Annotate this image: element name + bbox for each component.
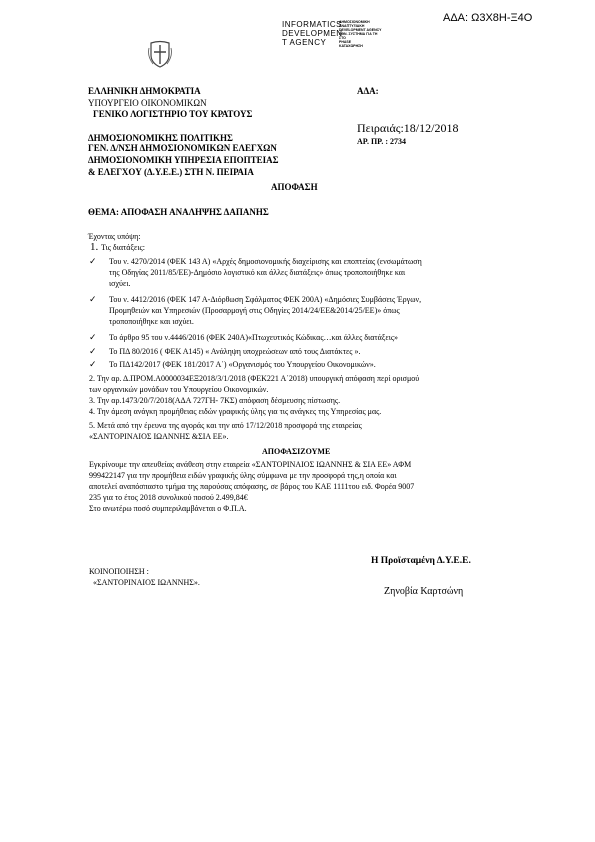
agency-small-line: ΚΑΤΑΧΩΡΗΣΗ xyxy=(339,44,363,48)
agency-logo-line2: DEVELOPMEN xyxy=(282,29,343,38)
list-item xyxy=(89,359,519,370)
list-item-text: Του ν. 4412/2016 (ΦΕΚ 147 Α-Διόρθωση Σφάλματος ΦΕΚ 200Α) «Δημόσιες Συμβάσεις Έργων, xyxy=(109,295,422,304)
subject-line: ΘΕΜΑ: ΑΠΟΦΑΣΗ ΑΝΑΛΗΨΗΣ ΔΑΠΑΝΗΣ xyxy=(88,207,269,217)
list-item-text: «ΣΑΝΤΟΡΙΝΑΙΟΣ ΙΩΑΝΝΗΣ &ΣΙΑ ΕΕ». xyxy=(89,432,229,441)
date-place: Πειραιάς:18/12/2018 xyxy=(357,121,459,135)
list-item-text: Το ΠΔ142/2017 (ΦΕΚ 181/2017 Α΄) «Οργανισμός του Υπουργείου Οικονομικών». xyxy=(109,360,376,369)
agency-small-line: ΕΘΝ. ΣΥΣΤΗΜΑ ΓΙΑ ΤΗ xyxy=(339,32,378,36)
list-item-text: της Οδηγίας 2011/85/ΕΕ)-Δημόσιο λογιστικό και άλλες διατάξεις» όπως τροποποιήθηκε και xyxy=(109,268,406,277)
dept-line: ΔΗΜΟΣΙΟΝΟΜΙΚΗΣ ΠΟΛΙΤΙΚΗΣ xyxy=(88,133,233,143)
checkmark-icon: ✓ xyxy=(89,294,97,304)
greek-emblem-icon xyxy=(147,40,173,68)
decision-line: αποτελεί αναπόσπαστο τμήμα της παρούσας απόφασης, σε βάρος του ΚΑΕ 1111του ειδ. Φορέα 9007 xyxy=(89,482,415,491)
checkmark-icon: ✓ xyxy=(89,359,97,369)
dept-line: ΔΗΜΟΣΙΟΝΟΜΙΚΗ ΥΠΗΡΕΣΙΑ ΕΠΟΠΤΕΙΑΣ xyxy=(88,155,279,165)
header-republic: ΕΛΛΗΝΙΚΗ ΔΗΜΟΚΡΑΤΙΑ xyxy=(88,86,201,96)
checkmark-icon: ✓ xyxy=(89,346,97,356)
agency-logo-line3: T AGENCY xyxy=(282,38,327,47)
agency-small-line: ΣΤΟ xyxy=(339,36,346,40)
list-item-text: 5. Μετά από την έρευνα της αγοράς και την από 17/12/2018 προσφορά της εταιρείας xyxy=(89,421,362,430)
list-item xyxy=(89,332,519,343)
decision-line: 999422147 για την προμήθεια ειδών γραφικής ύλης σύμφωνα με την προσφορά της,η οποία και xyxy=(89,471,397,480)
decision-line: Στο ανωτέρω ποσό συμπεριλαμβάνεται ο Φ.Π.Α. xyxy=(89,504,247,513)
list-item-text: 2. Την αρ. Δ.ΠΡΟΜ.Α0000034ΕΞ2018/3/1/2018 (ΦΕΚ221 Α΄2018) υπουργική απόφαση περί ορισμού xyxy=(89,374,420,383)
list-item-text: Του ν. 4270/2014 (ΦΕΚ 143 Α) «Αρχές δημοσιονομικής διαχείρισης και εποπτείας (ενσωμάτωση xyxy=(109,257,422,266)
protocol-number: ΑΡ. ΠΡ. : 2734 xyxy=(357,137,406,146)
decision-paragraph xyxy=(89,459,519,514)
document-title: ΑΠΟΦΑΣΗ xyxy=(271,182,318,192)
list-item-text: Το άρθρο 95 του ν.4446/2016 (ΦΕΚ 240Α)«Πτωχευτικός Κώδικας…και άλλες διατάξεις» xyxy=(109,333,399,342)
agency-small-line: PHASE xyxy=(339,40,352,44)
list-item xyxy=(89,395,519,406)
list-item-text: των οργανικών μονάδων του Υπουργείου Οικονομικών. xyxy=(89,385,269,394)
list-item-text: Το ΠΔ 80/2016 ( ΦΕΚ Α145) « Ανάληψη υποχρεώσεων από τους Διατάκτες ». xyxy=(109,347,361,356)
agency-small-line: ΑΝΑΠΤΥΞΙΑΚΗ xyxy=(339,24,365,28)
header-ministry: ΥΠΟΥΡΓΕΙΟ ΟΙΚΟΝΟΜΙΚΩΝ xyxy=(88,98,207,108)
list-item-text: 4. Την άμεση ανάγκη προμήθειας ειδών γραφικής ύλης για τις ανάγκες της Υπηρεσίας μας. xyxy=(89,407,382,416)
dept-line: ΓΕΝ. Δ/ΝΣΗ ΔΗΜΟΣΙΟΝΟΜΙΚΩΝ ΕΛΕΓΧΩΝ xyxy=(88,143,277,153)
list-item-text: ισχύει. xyxy=(109,279,131,288)
list-item xyxy=(89,346,519,357)
ada-stamp: ΑΔΑ: Ω3Χ8Η-Ξ4Ο xyxy=(443,12,533,24)
agency-small-line: DEVELOPMENT AGENCY xyxy=(339,28,382,32)
list-item xyxy=(89,406,519,417)
list-item xyxy=(89,256,519,289)
header-gls: ΓΕΝΙΚΟ ΛΟΓΙΣΤΗΡΙΟ ΤΟΥ ΚΡΑΤΟΥΣ xyxy=(93,109,253,119)
list-item xyxy=(89,294,519,327)
signer-name: Ζηνοβία Καρτσώνη xyxy=(384,586,464,597)
agency-logo-line1: INFORMATICS xyxy=(282,20,343,29)
having-seen: Έχοντας υπόψη: xyxy=(88,232,141,241)
notify-label: ΚΟΙΝΟΠΟΙΗΣΗ : xyxy=(89,567,149,576)
ada-label: ΑΔΑ: xyxy=(357,86,379,96)
notify-recipient: «ΣΑΝΤΟΡΙΝΑΙΟΣ ΙΩΑΝΝΗΣ». xyxy=(93,578,200,587)
agency-logo-small xyxy=(339,20,381,48)
checkmark-icon: ✓ xyxy=(89,256,97,266)
list-item xyxy=(89,420,519,442)
provisions-number: 1. xyxy=(90,241,99,253)
list-item xyxy=(89,373,519,395)
provisions-label: Τις διατάξεις: xyxy=(101,243,145,252)
decide-title: ΑΠΟΦΑΣΙΖΟΥΜΕ xyxy=(262,447,331,456)
dept-line: & ΕΛΕΓΧΟΥ (Δ.Υ.Ε.Ε.) ΣΤΗ Ν. ΠΕΙΡΑΙΑ xyxy=(88,167,254,177)
decision-line: Εγκρίνουμε την απευθείας ανάθεση στην εταιρεία «ΣΑΝΤΟΡΙΝΑΙΟΣ ΙΩΑΝΝΗΣ & ΣΙΑ ΕΕ» ΑΦΜ xyxy=(89,460,412,469)
list-item-text: 3. Την αρ.1473/20/7/2018(ΑΔΑ 727ΓΗ- 7ΚΣ) απόφαση δέσμευσης πίστωσης. xyxy=(89,396,341,405)
decision-line: 235 για το έτος 2018 συνολικού ποσού 2.499,84€ xyxy=(89,493,248,502)
list-item-text: Προμηθειών και Υπηρεσιών (Προσαρμογή στις Οδηγίες 2014/24/ΕΕ&2014/25/ΕΕ)» όπως xyxy=(109,306,400,315)
checkmark-icon: ✓ xyxy=(89,332,97,342)
list-item-text: τροποποιήθηκε και ισχύει. xyxy=(109,317,194,326)
agency-logo xyxy=(282,20,343,47)
agency-small-line: ΔΗΜΟΣΙΟΝΟΜΙΚΗ xyxy=(339,20,370,24)
signer-title: Η Προϊσταμένη Δ.Υ.Ε.Ε. xyxy=(371,556,471,566)
